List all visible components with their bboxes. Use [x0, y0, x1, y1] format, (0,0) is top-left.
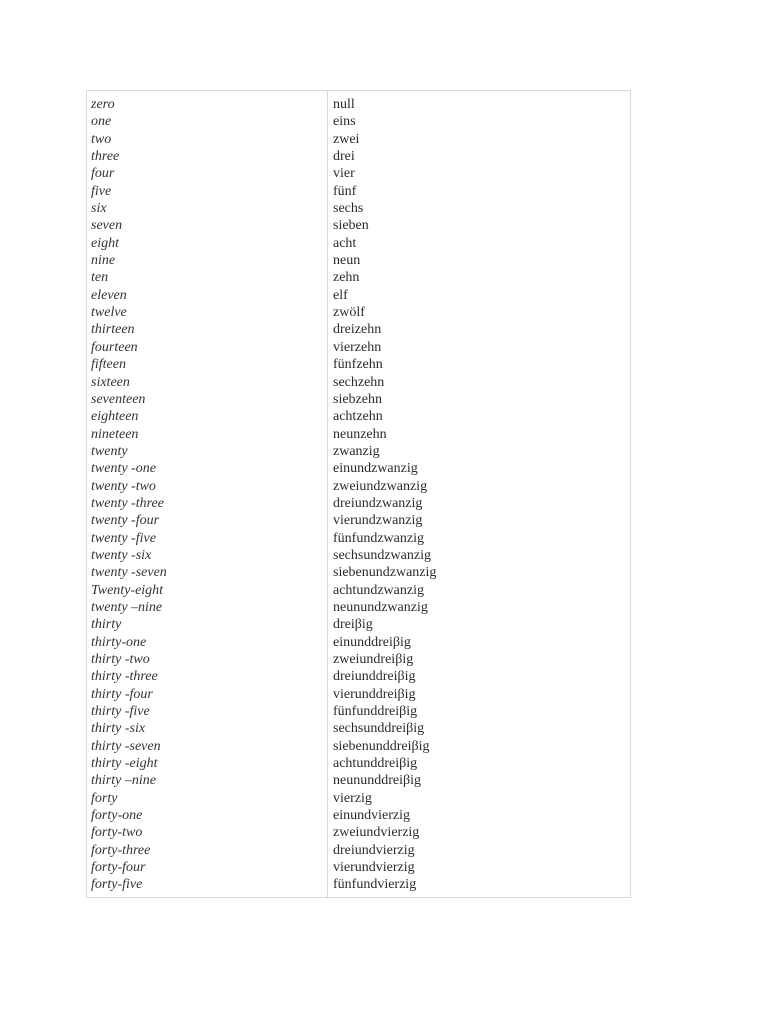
english-number-word: forty-two — [91, 825, 143, 841]
english-number-word: twenty –nine — [91, 599, 163, 615]
english-number-word: sixteen — [91, 374, 130, 390]
table-row — [87, 547, 630, 564]
english-number-word: twenty -two — [91, 478, 156, 494]
table-row — [87, 321, 630, 338]
german-number-word: einunddreiβig — [333, 634, 411, 650]
table-row — [87, 113, 630, 130]
table-row — [87, 131, 630, 148]
table-row — [87, 703, 630, 720]
german-number-word: fünfundzwanzig — [333, 530, 424, 546]
german-number-word: vierunddreiβig — [333, 686, 416, 702]
table-row — [87, 183, 630, 200]
english-number-word: twenty -seven — [91, 565, 167, 581]
table-row — [87, 426, 630, 443]
german-number-word: siebenunddreiβig — [333, 738, 430, 754]
english-number-word: eighteen — [91, 409, 139, 425]
table-row — [87, 790, 630, 807]
german-number-word: vierzehn — [333, 339, 382, 355]
table-row — [87, 478, 630, 495]
german-number-word: siebenundzwanzig — [333, 565, 437, 581]
german-number-word: dreizehn — [333, 322, 382, 338]
table-row — [87, 165, 630, 182]
german-number-word: siebzehn — [333, 391, 382, 407]
german-number-word: sechzehn — [333, 374, 385, 390]
german-number-word: zweiundreiβig — [333, 652, 414, 667]
german-number-word: fünfundvierzig — [333, 877, 417, 893]
english-number-word: eleven — [91, 287, 127, 303]
english-number-word: thirty –nine — [91, 773, 156, 789]
german-number-word: dreiunddreiβig — [333, 669, 416, 685]
table-row — [87, 269, 630, 286]
table-row — [87, 443, 630, 460]
english-number-word: twenty -five — [91, 530, 156, 546]
german-number-word: einundvierzig — [333, 808, 410, 824]
german-number-word: sieben — [333, 218, 369, 234]
english-number-word: thirty-one — [91, 634, 147, 650]
table-row — [87, 304, 630, 321]
english-number-word: twenty -one — [91, 461, 156, 477]
english-number-word: thirty -three — [91, 669, 158, 685]
german-number-word: neun — [333, 253, 361, 269]
table-row — [87, 651, 630, 668]
german-number-word: drei — [333, 149, 355, 165]
table-row — [87, 634, 630, 651]
german-number-word: acht — [333, 235, 357, 251]
table-row — [87, 374, 630, 391]
english-number-word: forty-five — [91, 877, 143, 893]
german-number-word: neunundzwanzig — [333, 599, 428, 615]
table-row — [87, 148, 630, 165]
english-number-word: four — [91, 166, 115, 182]
german-number-word: eins — [333, 114, 356, 130]
german-number-word: neunzehn — [333, 426, 387, 442]
english-number-word: twenty -three — [91, 495, 164, 511]
english-number-word: thirty -four — [91, 686, 153, 702]
table-row — [87, 686, 630, 703]
english-number-word: thirty -six — [91, 721, 146, 737]
english-number-word: nine — [91, 253, 116, 269]
english-number-word: thirteen — [91, 322, 135, 338]
english-number-word: two — [91, 131, 112, 147]
english-number-word: fourteen — [91, 339, 138, 355]
german-number-word: achtunddreiβig — [333, 756, 418, 772]
table-row — [87, 235, 630, 252]
english-number-word: eight — [91, 235, 119, 251]
english-number-word: five — [91, 183, 112, 199]
english-number-word: thirty — [91, 617, 122, 633]
german-number-word: fünfzehn — [333, 357, 383, 373]
table-row — [87, 96, 630, 113]
english-number-word: seven — [91, 218, 123, 234]
german-number-word: einundzwanzig — [333, 461, 418, 477]
table-row — [87, 616, 630, 633]
english-number-word: thirty -seven — [91, 738, 161, 754]
table-row — [87, 738, 630, 755]
table-row — [87, 582, 630, 599]
german-number-word: zweiundzwanzig — [333, 478, 428, 494]
english-number-word: forty — [91, 790, 118, 806]
table-row — [87, 460, 630, 477]
table-row — [87, 356, 630, 373]
english-number-word: ten — [91, 270, 109, 286]
german-number-word: vierundzwanzig — [333, 513, 423, 529]
table-row — [87, 495, 630, 512]
table-row — [87, 876, 630, 893]
german-number-word: null — [333, 97, 355, 112]
english-number-word: six — [91, 201, 107, 217]
english-number-word: thirty -eight — [91, 756, 158, 772]
german-number-word: sechsunddreiβig — [333, 721, 425, 737]
german-number-word: zwölf — [333, 305, 365, 321]
german-number-word: zehn — [333, 270, 360, 286]
english-number-word: three — [91, 149, 120, 165]
german-number-word: achtundzwanzig — [333, 582, 424, 598]
german-number-word: achtzehn — [333, 409, 383, 425]
german-number-word: zwei — [333, 131, 360, 147]
german-number-word: sechsundzwanzig — [333, 547, 431, 563]
german-number-word: dreiundzwanzig — [333, 495, 423, 511]
english-number-word: seventeen — [91, 391, 146, 407]
english-number-word: forty-one — [91, 808, 143, 824]
german-number-word: vier — [333, 166, 355, 182]
table-row — [87, 252, 630, 269]
table-row — [87, 842, 630, 859]
table-row — [87, 530, 630, 547]
english-number-word: twelve — [91, 305, 127, 321]
table-row — [87, 807, 630, 824]
table-row — [87, 339, 630, 356]
english-number-word: thirty -two — [91, 652, 150, 667]
english-number-word: nineteen — [91, 426, 139, 442]
table-row — [87, 287, 630, 304]
table-row — [87, 408, 630, 425]
german-number-word: zweiundvierzig — [333, 825, 420, 841]
english-number-word: twenty — [91, 443, 128, 459]
table-row — [87, 599, 630, 616]
table-row — [87, 755, 630, 772]
english-number-word: Twenty-eight — [91, 582, 164, 598]
german-number-word: fünfunddreiβig — [333, 704, 418, 720]
english-number-word: fifteen — [91, 357, 126, 373]
german-number-word: elf — [333, 287, 348, 303]
english-number-word: twenty -six — [91, 547, 152, 563]
table-row — [87, 391, 630, 408]
table-row — [87, 859, 630, 876]
table-row — [87, 824, 630, 841]
table-row — [87, 512, 630, 529]
table-row — [87, 720, 630, 737]
number-vocabulary-table — [86, 90, 631, 898]
table-row — [87, 217, 630, 234]
english-number-word: forty-four — [91, 860, 146, 876]
german-number-word: vierzig — [333, 790, 372, 806]
english-number-word: zero — [91, 97, 115, 112]
german-number-word: dreiundvierzig — [333, 842, 415, 858]
german-number-word: sechs — [333, 201, 364, 217]
english-number-word: thirty -five — [91, 704, 150, 720]
german-number-word: zwanzig — [333, 443, 380, 459]
english-number-word: forty-three — [91, 842, 151, 858]
german-number-word: fünf — [333, 183, 357, 199]
table-row — [87, 200, 630, 217]
table-rows — [87, 96, 630, 894]
table-row — [87, 564, 630, 581]
english-number-word: twenty -four — [91, 513, 160, 529]
german-number-word: vierundvierzig — [333, 860, 415, 876]
german-number-word: dreiβig — [333, 617, 373, 633]
english-number-word: one — [91, 114, 112, 130]
german-number-word: neununddreiβig — [333, 773, 421, 789]
table-row — [87, 668, 630, 685]
table-row — [87, 772, 630, 789]
